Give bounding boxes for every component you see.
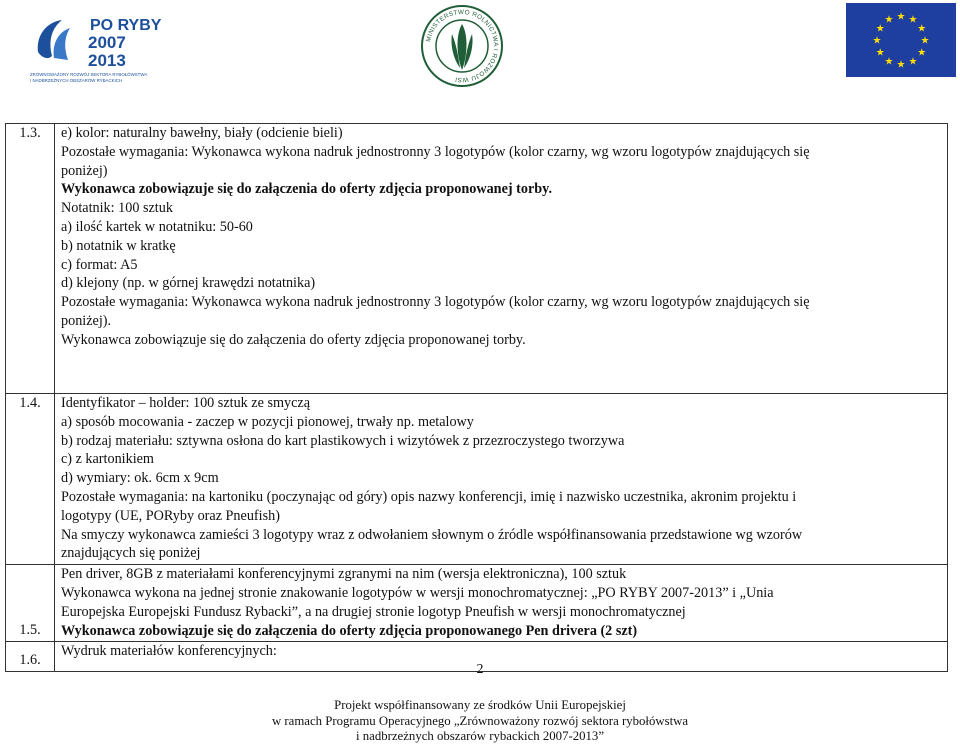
row-text-line: Wydruk materiałów konferencyjnych: <box>61 643 277 660</box>
table-row <box>6 565 948 642</box>
eu-star-icon: ★ <box>896 59 906 71</box>
row-text-line: a) sposób mocowania - zaczep w pozycji pionowej, trwały np. metalowy <box>61 413 474 430</box>
row-text-line: c) format: A5 <box>61 256 138 273</box>
eu-star-icon: ★ <box>875 47 885 59</box>
svg-text:2013: 2013 <box>88 51 126 70</box>
row-text-line: a) ilość kartek w notatniku: 50-60 <box>61 218 253 235</box>
page-number: 2 <box>476 662 484 677</box>
row-text-line: b) notatnik w kratkę <box>61 237 176 254</box>
svg-text:ZRÓWNOWAŻONY ROZWÓJ SEKTORA RY: ZRÓWNOWAŻONY ROZWÓJ SEKTORA RYBOŁÓWSTWA <box>30 72 148 77</box>
row-text-line: Wykonawca wykona na jednej stronie znakowanie logotypów w wersji monochromatycznej: „PO RYBY 2007-2013” i „Unia <box>61 584 774 601</box>
po-ryby-logo-title: PO RYBY <box>90 17 162 34</box>
row-text-line: Identyfikator – holder: 100 sztuk ze smyczą <box>61 395 310 411</box>
row-text-line: e) kolor: naturalny bawełny, biały (odcienie bieli) <box>61 125 343 141</box>
row-text-line: b) rodzaj materiału: sztywna osłona do kart plastikowych i wizytówek z przezroczystego tworzywa <box>61 432 625 449</box>
row-content <box>55 565 948 642</box>
eu-star-icon: ★ <box>917 23 927 35</box>
eu-star-icon: ★ <box>884 56 894 68</box>
eu-star-icon: ★ <box>896 11 906 23</box>
specification-table <box>5 123 948 672</box>
row-text-line: Pozostałe wymagania: na kartoniku (poczynając od góry) opis nazwy konferencji, imię i nazwisko uczestnika, akronim projektu i <box>61 488 797 505</box>
eu-star-icon: ★ <box>917 47 927 59</box>
eu-star-icon: ★ <box>920 35 930 47</box>
eu-star-icon: ★ <box>872 35 882 47</box>
table-row <box>6 394 948 565</box>
row-text-line: Na smyczy wykonawca zamieści 3 logotypy wraz z odwołaniem słownym o źródle współfinansowania przedstawione wg wzorów <box>61 526 803 543</box>
eu-flag-logo <box>846 3 956 77</box>
row-text-line: Wykonawca zobowiązuje się do załączenia do oferty zdjęcia proponowanej torby. <box>61 181 552 198</box>
row-text-line: d) klejony (np. w górnej krawędzi notatnika) <box>61 275 316 292</box>
footer-line: w ramach Programu Operacyjnego „Zrównoważony rozwój sektora rybołówstwa <box>271 713 689 728</box>
row-text-line: Pozostałe wymagania: Wykonawca wykona nadruk jednostronny 3 logotypów (kolor czarny, wg wzoru logotypów znajdujących się <box>61 294 810 311</box>
row-text-line: d) wymiary: ok. 6cm x 9cm <box>61 470 219 487</box>
eu-star-icon: ★ <box>875 23 885 35</box>
eu-star-icon: ★ <box>908 14 918 26</box>
table-row <box>6 124 948 394</box>
footer <box>0 698 960 745</box>
row-text-line: Wykonawca zobowiązuje się do załączenia do oferty zdjęcia proponowanego Pen drivera (2 szt) <box>61 622 638 639</box>
footer-line: i nadbrzeżnych obszarów rybackich 2007-2013” <box>355 729 605 743</box>
ministry-seal-text: MINISTERSTWO ROLNICTWA I ROZWOJU WSI <box>425 8 500 84</box>
row-number: 1.3. <box>6 124 55 394</box>
row-number: 1.6. <box>6 642 55 672</box>
row-text-line: logotypy (UE, PORyby oraz Pneufish) <box>61 507 280 524</box>
svg-text:2007: 2007 <box>88 33 126 52</box>
row-text-line: Pen driver, 8GB z materiałami konferencyjnymi zgranymi na nim (wersja elektroniczna), 100 sztuk <box>61 566 627 583</box>
row-text-line: poniżej). <box>61 312 112 329</box>
eu-star-icon: ★ <box>884 14 894 26</box>
row-text-line: poniżej) <box>61 162 108 179</box>
row-number: 1.5. <box>6 565 55 642</box>
footer-line: Projekt współfinansowany ze środków Unii Europejskiej <box>334 698 626 712</box>
row-text-line: c) z kartonikiem <box>61 451 154 468</box>
row-content <box>55 394 948 565</box>
row-text-line: Wykonawca zobowiązuje się do załączenia do oferty zdjęcia proponowanej torby. <box>61 331 526 348</box>
row-content <box>55 124 948 394</box>
row-text-line: Pozostałe wymagania: Wykonawca wykona nadruk jednostronny 3 logotypów (kolor czarny, wg wzoru logotypów znajdujących się <box>61 143 810 160</box>
svg-text:I NADBRZEŻNYCH OBSZARÓW RYBACK: I NADBRZEŻNYCH OBSZARÓW RYBACKICH <box>30 78 123 83</box>
eu-star-icon: ★ <box>908 56 918 68</box>
row-text-line: Notatnik: 100 sztuk <box>61 200 173 217</box>
row-text-line: znajdujących się poniżej <box>61 545 201 562</box>
ministry-seal-logo <box>420 4 504 88</box>
row-text-line: Europejska Europejski Fundusz Rybacki”, a na drugiej stronie logotyp Pneufish w wersji monochromatycznej <box>61 603 686 620</box>
po-ryby-logo <box>28 12 162 84</box>
row-number: 1.4. <box>6 394 55 565</box>
